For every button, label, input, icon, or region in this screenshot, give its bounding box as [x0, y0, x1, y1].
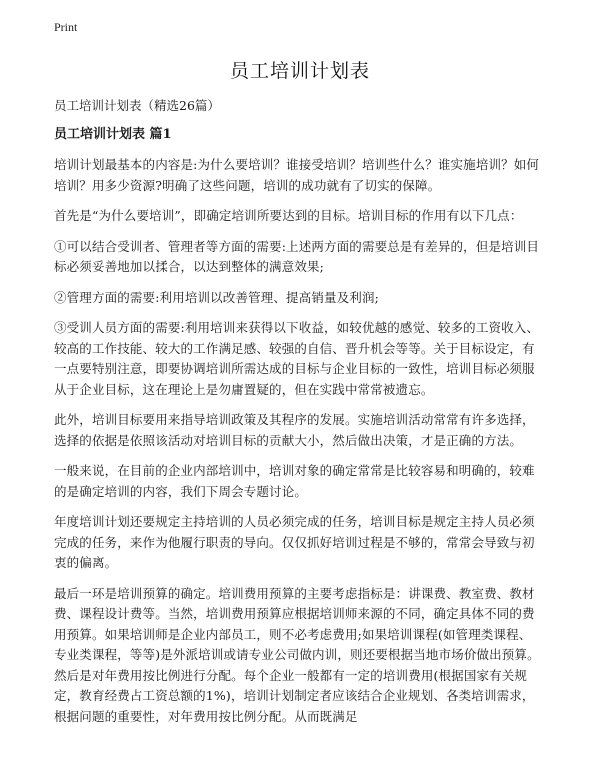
- paragraph: ③受训人员方面的需要:利用培训来获得以下收益，如较优越的感觉、较多的工资收入、较高的工作技能、较大的工作满足感、较强的自信、晋升机会等等。关于目标设定，有一点要特别注意，即要协调培训所需达成的目标与企业目标的一致性，培训目标必须服从于企业目标，这在理论上是勿庸置疑的，但在实践中常常被遗忘。: [54, 320, 540, 397]
- paragraph: ①可以结合受训者、管理者等方面的需要:上述两方面的需要总是有差异的，但是培训目标必须妥善地加以揉合，以达到整体的满意效果;: [54, 238, 540, 274]
- paragraph: 培训计划最基本的内容是:为什么要培训？谁接受培训？培训些什么？谁实施培训？如何培训？用多少资源?明确了这些问题，培训的成功就有了切实的保障。: [54, 157, 540, 193]
- paragraph: 首先是“为什么要培训”，即确定培训所要达到的目标。培训目标的作用有以下几点：: [54, 208, 523, 223]
- paragraph: 最后一环是培训预算的确定。培训费用预算的主要考虑指标是：讲课费、教室费、教材费、课程设计费等。当然，培训费用预算应根据培训师来源的不同，确定具体不同的费用预算。如果培训师是企业内部员工，则不必考虑费用;如果培训课程(如管理类课程、专业类课程，等等)是外派培训或请专业公司做内训，则还要根据当地市场价做出预算。然后是对年费用按比例进行分配。每个企业一般都有一定的培训费用(根据国家有关规定，教育经费占工资总额的1%)，培训计划制定者应该结合企业规划、各类培训需求，根据问题的重要性，对年费用按比例分配。从而既满足: [54, 585, 540, 724]
- document-title: 员工培训计划表: [229, 60, 370, 82]
- document-body: [54, 96, 544, 737]
- paragraph: 一般来说，在目前的企业内部培训中，培训对象的确定常常是比较容易和明确的，较难的是确定培训的内容，我们下周会专题讨论。: [54, 463, 535, 499]
- print-link[interactable]: Print: [54, 20, 78, 34]
- paragraph: 此外，培训目标要用来指导培训政策及其程序的发展。实施培训活动常常有许多选择，选择的依据是依照该活动对培训目标的贡献大小，然后做出决策，才是正确的方法。: [54, 412, 535, 448]
- paragraph: 年度培训计划还要规定主持培训的人员必须完成的任务，培训目标是规定主持人员必须完成的任务，来作为他履行职责的导向。仅仅抓好培训过程是不够的，常常会导致与初衷的偏离。: [54, 514, 535, 570]
- paragraph: ②管理方面的需要:利用培训以改善管理、提高销量及利润;: [54, 289, 379, 305]
- section-heading: 员工培训计划表 篇1: [54, 127, 172, 142]
- document-subtitle: 员工培训计划表（精选26篇）: [54, 98, 220, 113]
